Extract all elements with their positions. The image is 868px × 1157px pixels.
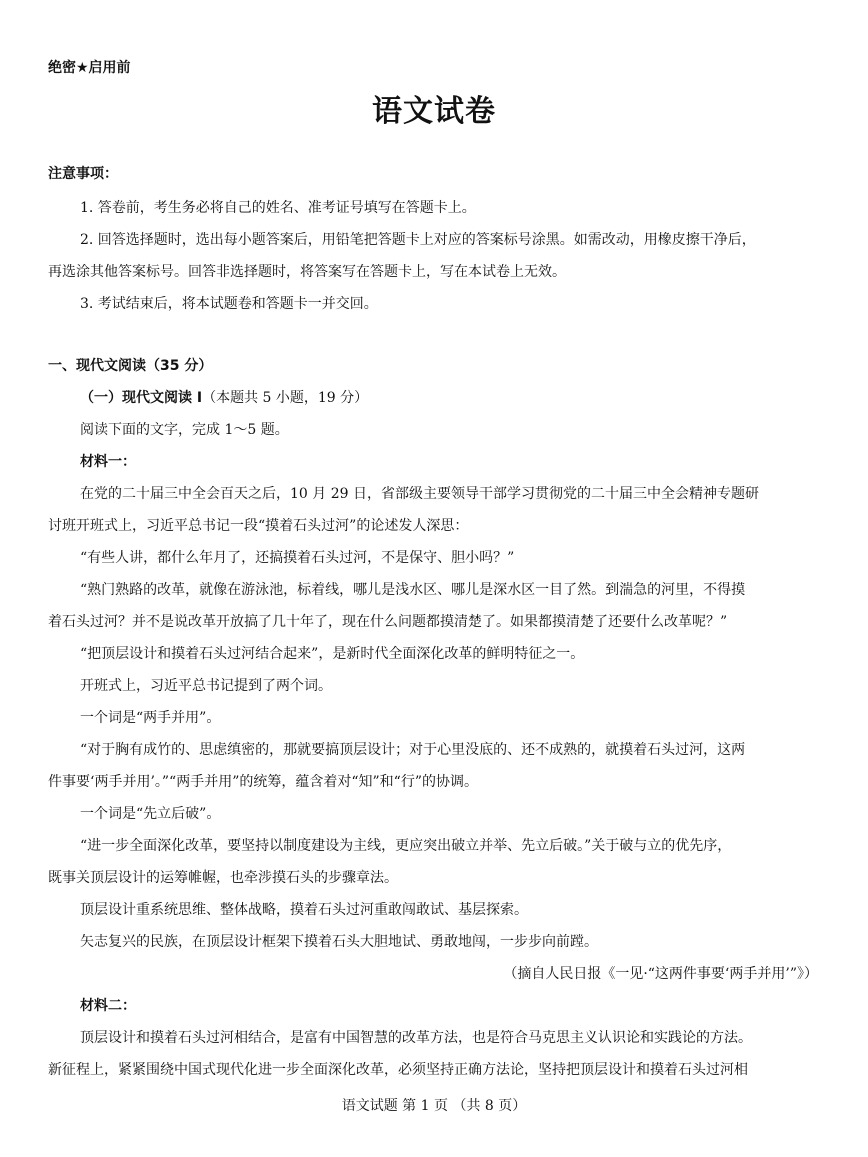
material-line: 一个词是“两手并用”。 bbox=[80, 710, 221, 726]
material-line: 讨班开班式上，习近平总书记一段“摸着石头过河”的论述发人深思： bbox=[48, 518, 469, 534]
material-line: 新征程上，紧紧围绕中国式现代化进一步全面深化改革，必须坚持正确方法论，坚持把顶层设计和摸着石头过河相 bbox=[48, 1062, 748, 1078]
sub-heading bbox=[80, 387, 368, 407]
material-line: “熟门熟路的改革，就像在游泳池，标着线，哪儿是浅水区、哪儿是深水区一目了然。到湍急的河里，不得摸 bbox=[80, 582, 746, 598]
material-line: 既事关顶层设计的运筹帷幄，也牵涉摸石头的步骤章法。 bbox=[48, 870, 398, 886]
material-line: 着石头过河？并不是说改革开放搞了几十年了，现在什么问题都摸清楚了。如果都摸清楚了还要什么改革呢？” bbox=[48, 614, 728, 630]
material1-label: 材料一： bbox=[80, 454, 136, 470]
material-line: 件事要‘两手并用’。”“两手并用”的统筹，蕴含着对“知”和“行”的协调。 bbox=[48, 774, 478, 790]
section-heading: 一、现代文阅读（35 分） bbox=[48, 358, 213, 374]
material-line: “把顶层设计和摸着石头过河结合起来”，是新时代全面深化改革的鲜明特征之一。 bbox=[80, 646, 585, 662]
material1-source: （摘自人民日报《一见·“这两件事要‘两手并用’”》） bbox=[503, 966, 818, 982]
notice-item: 1. 答卷前，考生务必将自己的姓名、准考证号填写在答题卡上。 bbox=[80, 200, 476, 216]
secret-mark: 绝密★启用前 bbox=[48, 60, 131, 76]
sub-heading-title: （一）现代文阅读 I bbox=[80, 390, 203, 406]
page-footer: 语文试题 第 1 页 （共 8 页） bbox=[341, 1098, 527, 1114]
material-line: “对于胸有成竹的、思虑缜密的，那就要搞顶层设计；对于心里没底的、还不成熟的，就摸着石头过河，这两 bbox=[80, 742, 746, 758]
material-line: 一个词是“先立后破”。 bbox=[80, 806, 221, 822]
sub-heading-note: （本题共 5 小题，19 分） bbox=[202, 390, 369, 406]
material-line: “有些人讲，都什么年月了，还搞摸着石头过河，不是保守、胆小吗？” bbox=[80, 550, 515, 566]
notice-item: 2. 回答选择题时，选出每小题答案后，用铅笔把答题卡上对应的答案标号涂黑。如需改动，用橡皮擦干净后， bbox=[80, 232, 756, 248]
material2-label: 材料二： bbox=[80, 998, 136, 1014]
material-line: 开班式上，习近平总书记提到了两个词。 bbox=[80, 678, 332, 694]
material-line: 顶层设计重系统思维、整体战略，摸着石头过河重敢闯敢试、基层探索。 bbox=[80, 902, 528, 918]
material-line: 顶层设计和摸着石头过河相结合，是富有中国智慧的改革方法，也是符合马克思主义认识论和实践论的方法。 bbox=[80, 1030, 752, 1046]
notice-item: 再选涂其他答案标号。回答非选择题时，将答案写在答题卡上，写在本试卷上无效。 bbox=[48, 264, 566, 280]
notice-heading: 注意事项： bbox=[48, 166, 118, 182]
material-line: 在党的二十届三中全会百天之后，10 月 29 日，省部级主要领导干部学习贯彻党的二十届三中全会精神专题研 bbox=[80, 486, 759, 502]
notice-item: 3. 考试结束后，将本试题卷和答题卡一并交回。 bbox=[80, 296, 378, 312]
material-line: “进一步全面深化改革，要坚持以制度建设为主线，更应突出破立并举、先立后破。”关于破与立的优先序， bbox=[80, 838, 732, 854]
material-line: 矢志复兴的民族，在顶层设计框架下摸着石头大胆地试、勇敢地闯，一步步向前蹚。 bbox=[80, 934, 598, 950]
exam-title: 语文试卷 bbox=[372, 94, 496, 129]
instruction: 阅读下面的文字，完成 1～5 题。 bbox=[80, 422, 289, 438]
